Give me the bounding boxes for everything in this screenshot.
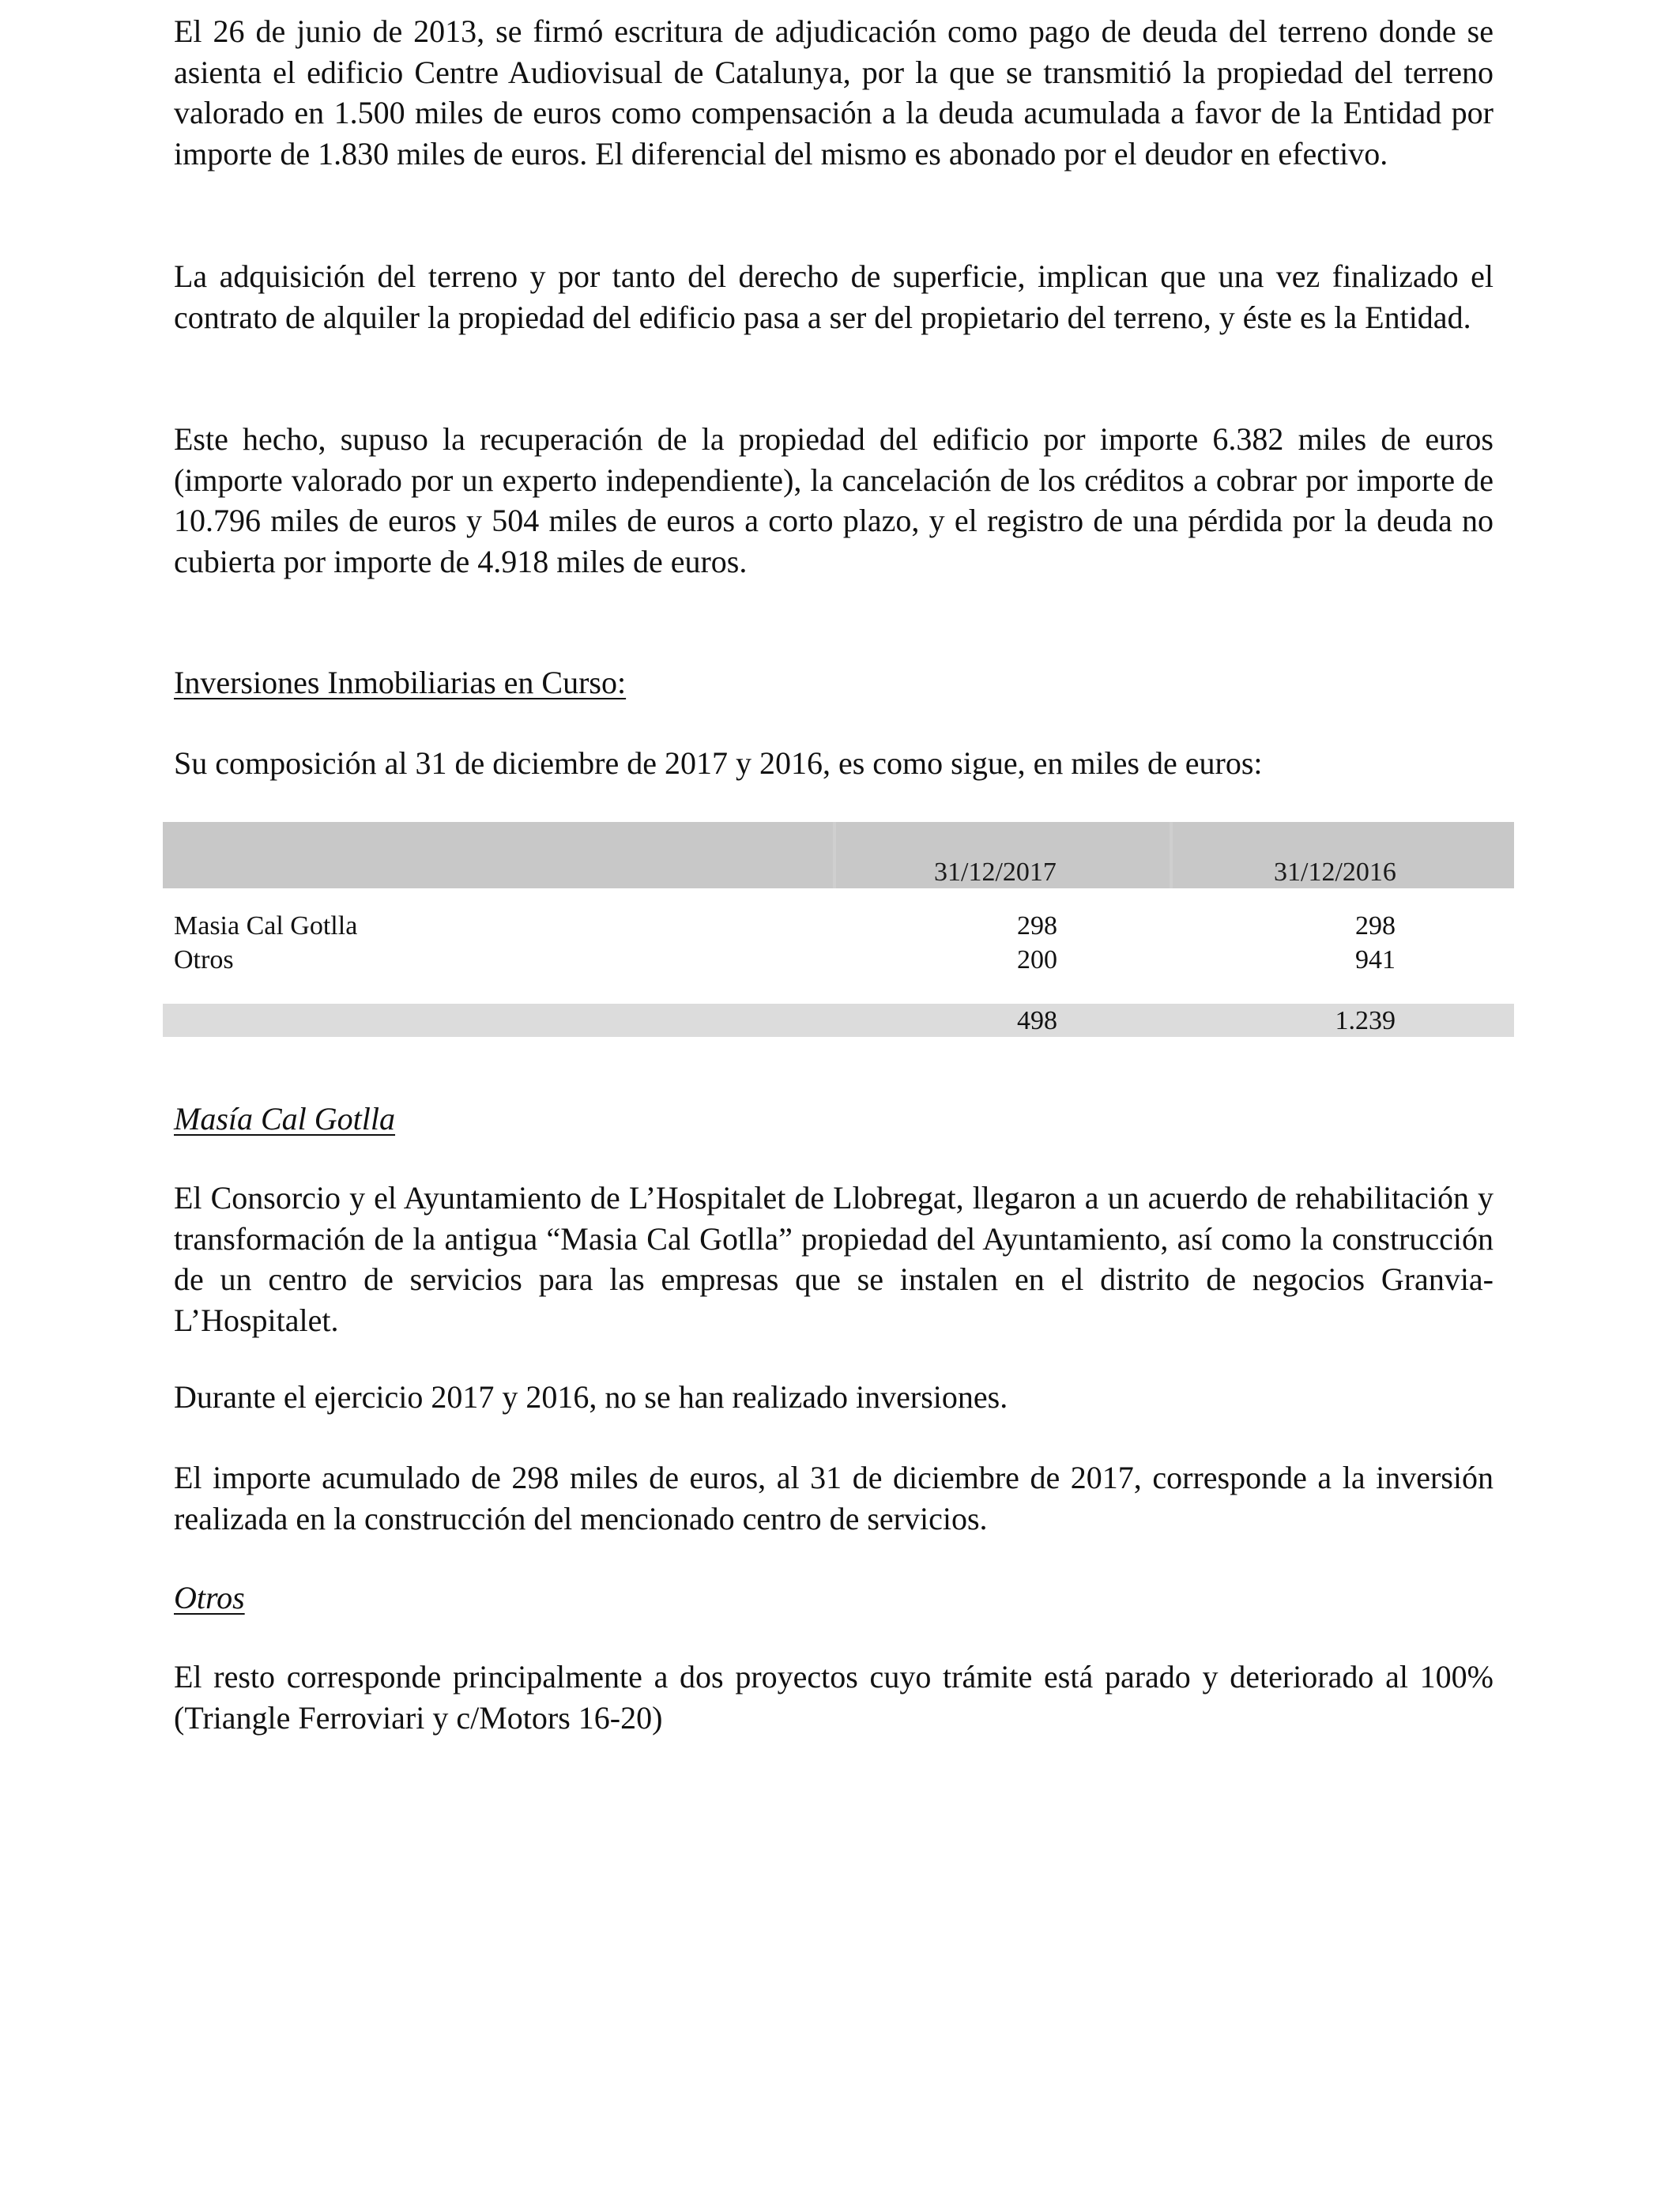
paragraph-recuperacion-propiedad: Este hecho, supuso la recuperación de la propiedad del edificio por importe 6.382 miles de euros (importe valorado por un experto independiente), la cancelación de los créditos a cobrar por importe de 10.796 miles de euros y 504 miles de euros a corto plazo, y el registro de una pérdida por la deuda no cubierta por importe de 4.918 miles de euros. (174, 421, 1494, 579)
header-column-divider (1170, 822, 1173, 888)
section-title-inversiones: Inversiones Inmobiliarias en Curso: (174, 665, 627, 700)
composition-table (163, 822, 1514, 1037)
column-header-2016: 31/12/2016 (1274, 858, 1396, 887)
table-row (163, 909, 1514, 943)
cell-2017: 298 (1017, 911, 1057, 941)
table-header-band (163, 822, 1514, 888)
section-title-otros: Otros (174, 1580, 245, 1615)
paragraph-adjudicacion: El 26 de junio de 2013, se firmó escritura de adjudicación como pago de deuda del terreno donde se asienta el edificio Centre Audiovisual de Catalunya, por la que se transmitió la propiedad del terreno valorado en 1.500 miles de euros como compensación a la deuda acumulada a favor de la Entidad por importe de 1.830 miles de euros. El diferencial del mismo es abonado por el deudor en efectivo. (174, 13, 1494, 172)
cell-2016: 941 (1355, 945, 1396, 974)
column-header-2017: 31/12/2017 (934, 858, 1057, 887)
table-row (163, 943, 1514, 977)
row-label: Masia Cal Gotlla (174, 911, 358, 941)
header-column-divider (833, 822, 836, 888)
paragraph-adquisicion-terreno: La adquisición del terreno y por tanto del derecho de superficie, implican que una vez finalizado el contrato de alquiler la propiedad del edificio pasa a ser del propietario del terreno, y éste es la Entidad. (174, 258, 1494, 335)
paragraph-resto-proyectos: El resto corresponde principalmente a dos proyectos cuyo trámite está parado y deteriorado al 100% (Triangle Ferroviari y c/Motors 16-20) (174, 1659, 1494, 1736)
paragraph-composicion-intro: Su composición al 31 de diciembre de 2017 y 2016, es como sigue, en miles de euros: (174, 745, 1263, 781)
section-title-masia: Masía Cal Gotlla (174, 1101, 396, 1137)
total-2017: 498 (1017, 1006, 1057, 1035)
paragraph-consorcio-acuerdo: El Consorcio y el Ayuntamiento de L’Hospitalet de Llobregat, llegaron a un acuerdo de rehabilitación y transformación de la antigua “Masia Cal Gotlla” propiedad del Ayuntamiento, así como la construcción de un centro de servicios para las empresas que se instalen en el distrito de negocios Granvia-L’Hospitalet. (174, 1180, 1494, 1338)
paragraph-sin-inversiones: Durante el ejercicio 2017 y 2016, no se han realizado inversiones. (174, 1379, 1008, 1415)
paragraph-importe-acumulado: El importe acumulado de 298 miles de euros, al 31 de diciembre de 2017, corresponde a la inversión realizada en la construcción del mencionado centro de servicios. (174, 1460, 1494, 1536)
row-label: Otros (174, 945, 234, 974)
cell-2017: 200 (1017, 945, 1057, 974)
table-total-row (163, 1004, 1514, 1037)
cell-2016: 298 (1355, 911, 1396, 941)
total-2016: 1.239 (1335, 1006, 1396, 1035)
